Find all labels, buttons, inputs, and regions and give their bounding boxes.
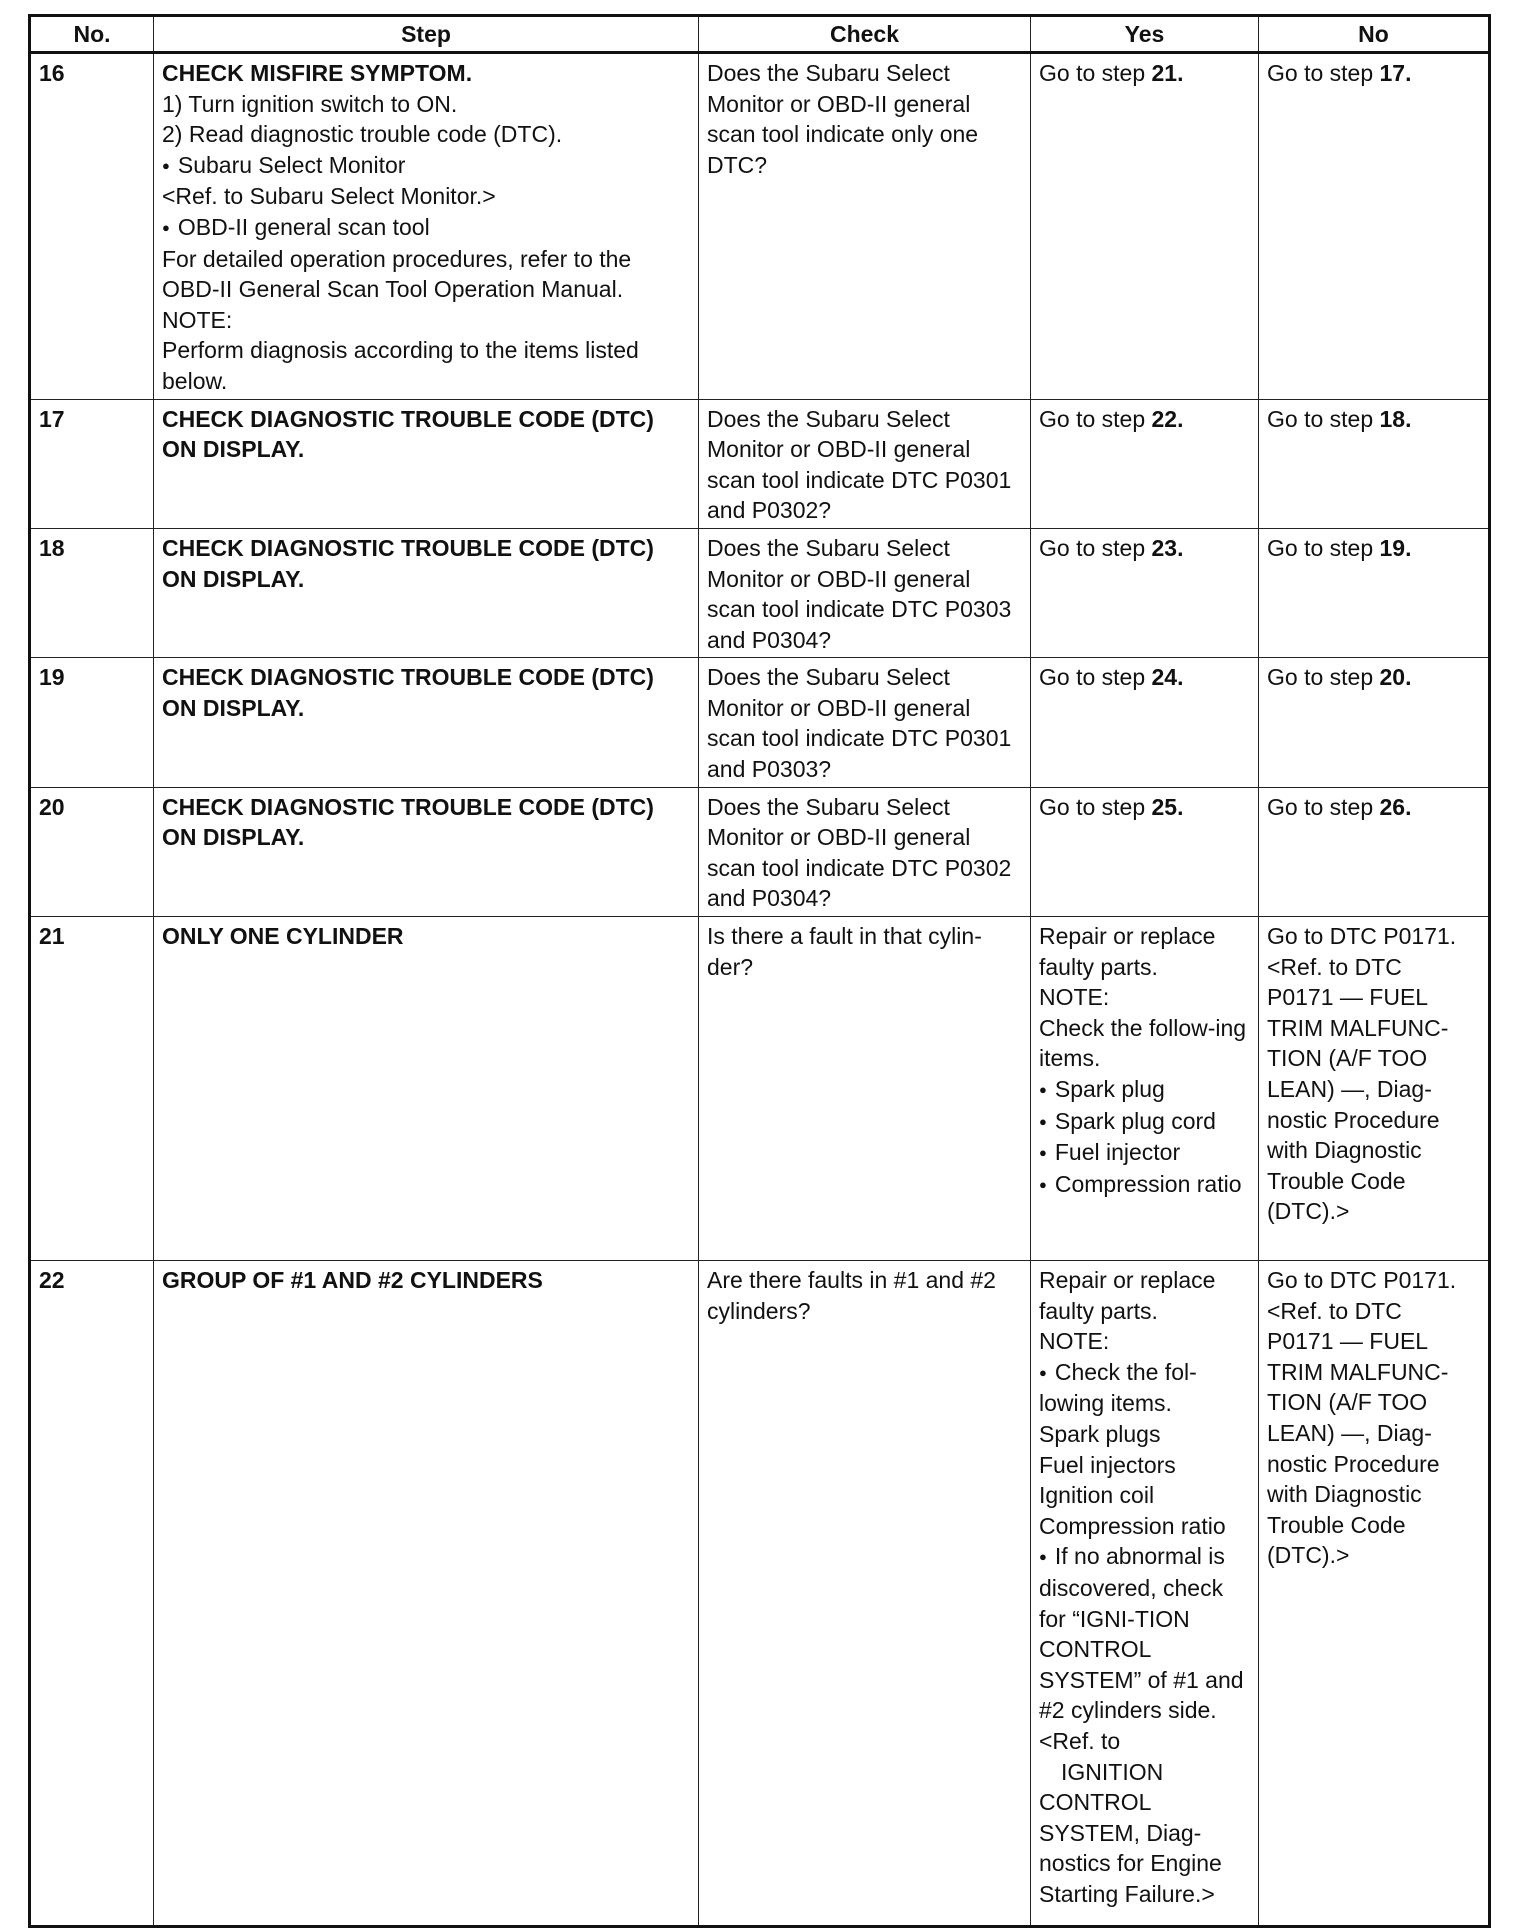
goto-step-number: 18.: [1379, 405, 1412, 432]
text-line: Perform diagnosis according to the items listed below.: [162, 337, 639, 394]
check-cell: Does the Subaru Select Monitor or OBD-II general scan tool indicate DTC P0301 and P0302?: [699, 399, 1031, 528]
yes-cell: [1031, 787, 1259, 916]
no-cell: [1259, 399, 1490, 528]
goto-text: [1267, 792, 1480, 823]
no-cell: [1259, 658, 1490, 787]
step-title: CHECK DIAGNOSTIC TROUBLE CODE (DTC) ON DISPLAY.: [162, 793, 654, 851]
table-row: [30, 53, 1490, 400]
step-number: 22: [30, 1261, 154, 1927]
text-line: NOTE:: [162, 306, 233, 333]
check-cell: Does the Subaru Select Monitor or OBD-II general scan tool indicate DTC P0302 and P0304?: [699, 787, 1031, 916]
goto-prefix: Go to step: [1039, 405, 1152, 432]
goto-step-number: 24.: [1151, 664, 1184, 691]
header-no: No.: [30, 16, 154, 53]
step-cell: [154, 1261, 699, 1927]
goto-prefix: Go to step: [1039, 793, 1152, 820]
table-row: [30, 1261, 1490, 1927]
goto-prefix: Go to step: [1039, 534, 1152, 561]
text-line: Repair or replace faulty parts.: [1039, 1267, 1216, 1324]
goto-prefix: Go to step: [1267, 534, 1380, 561]
table-row: [30, 658, 1490, 787]
text-line: Ignition coil: [1039, 1482, 1155, 1509]
no-cell: [1259, 1261, 1490, 1927]
step-title: CHECK DIAGNOSTIC TROUBLE CODE (DTC) ON DISPLAY.: [162, 534, 654, 592]
check-cell: Does the Subaru Select Monitor or OBD-II general scan tool indicate only one DTC?: [699, 53, 1031, 400]
no-cell: [1259, 787, 1490, 916]
goto-step-number: 19.: [1379, 534, 1412, 561]
text-line: Fuel injectors: [1039, 1451, 1176, 1478]
table-row: [30, 399, 1490, 528]
text-line: IGNITION: [1061, 1758, 1164, 1785]
text-line: ● If no abnormal is discovered, check for “IGNI-TION CONTROL SYSTEM” of #1 and #2 cylinders side. <Ref. to: [1039, 1541, 1250, 1756]
text-line: ● Fuel injector: [1039, 1137, 1250, 1169]
goto-step-number: 23.: [1151, 534, 1184, 561]
table-row: [30, 528, 1490, 657]
yes-cell: [1031, 658, 1259, 787]
goto-text: [1267, 404, 1480, 435]
text-line: Check the follow-ing items.: [1039, 1014, 1247, 1072]
goto-prefix: Go to step: [1267, 405, 1380, 432]
goto-prefix: Go to step: [1267, 60, 1380, 86]
goto-text: [1267, 58, 1480, 89]
goto-step-number: 17.: [1379, 60, 1412, 86]
step-number: 17: [30, 399, 154, 528]
header-yes: Yes: [1031, 16, 1259, 53]
no-cell: [1259, 528, 1490, 657]
table-header-row: [30, 16, 1490, 53]
header-step: Step: [154, 16, 699, 53]
step-number: 19: [30, 658, 154, 787]
table-body: [30, 53, 1490, 1927]
yes-cell: [1031, 917, 1259, 1261]
step-cell: [154, 399, 699, 528]
step-title: GROUP OF #1 AND #2 CYLINDERS: [162, 1267, 543, 1294]
yes-cell: [1031, 1261, 1259, 1927]
goto-text: [1039, 58, 1250, 89]
text-line: ● Spark plug: [1039, 1074, 1250, 1106]
goto-step-number: 26.: [1379, 793, 1412, 820]
check-cell: Does the Subaru Select Monitor or OBD-II general scan tool indicate DTC P0301 and P0303?: [699, 658, 1031, 787]
step-cell: [154, 53, 699, 400]
no-cell: [1259, 53, 1490, 400]
step-cell: [154, 658, 699, 787]
text-line: Go to DTC P0171. <Ref. to DTC: [1267, 1267, 1457, 1324]
text-line: 1) Turn ignition switch to ON.: [162, 90, 458, 117]
diagnostic-procedure-sheet: [28, 14, 1488, 1928]
goto-step-number: 21.: [1151, 60, 1184, 86]
step-title: CHECK DIAGNOSTIC TROUBLE CODE (DTC) ON DISPLAY.: [162, 664, 654, 721]
step-number: 20: [30, 787, 154, 916]
yes-cell: [1031, 53, 1259, 400]
table-row: [30, 787, 1490, 916]
text-line: ● Subaru Select Monitor: [162, 150, 690, 182]
text-line: ● Check the fol-lowing items.: [1039, 1357, 1250, 1419]
step-number: 21: [30, 917, 154, 1261]
text-line: Repair or replace faulty parts.: [1039, 923, 1216, 980]
text-line: ● Compression ratio: [1039, 1169, 1250, 1201]
text-line: Compression ratio: [1039, 1512, 1226, 1539]
header-no-result: No: [1259, 16, 1490, 53]
step-title: ONLY ONE CYLINDER: [162, 923, 404, 950]
text-line: ● OBD-II general scan tool: [162, 212, 690, 244]
step-cell: [154, 787, 699, 916]
goto-text: [1267, 533, 1480, 564]
table-row: [30, 917, 1490, 1261]
yes-cell: [1031, 399, 1259, 528]
text-line: P0171 — FUEL TRIM MALFUNC-TION (A/F TOO LEAN) —, Diag-nostic Procedure with Diagnostic Trouble Code (DTC).>: [1267, 984, 1449, 1225]
step-number: 16: [30, 53, 154, 400]
step-title: CHECK MISFIRE SYMPTOM.: [162, 60, 473, 86]
goto-text: [1267, 662, 1480, 693]
text-line: 2) Read diagnostic trouble code (DTC).: [162, 121, 563, 148]
goto-prefix: Go to step: [1039, 60, 1152, 86]
goto-text: [1039, 404, 1250, 435]
text-line: NOTE:: [1039, 984, 1110, 1011]
check-cell: Is there a fault in that cylin-der?: [699, 917, 1031, 1261]
goto-text: [1039, 662, 1250, 693]
text-line: ● Spark plug cord: [1039, 1106, 1250, 1138]
diagnostic-table: [28, 14, 1491, 1928]
step-cell: [154, 917, 699, 1261]
goto-prefix: Go to step: [1267, 793, 1380, 820]
text-line: Spark plugs: [1039, 1421, 1161, 1447]
yes-cell: [1031, 528, 1259, 657]
header-check: Check: [699, 16, 1031, 53]
text-line: Go to DTC P0171. <Ref. to DTC: [1267, 923, 1457, 980]
goto-text: [1039, 792, 1250, 823]
goto-step-number: 22.: [1151, 405, 1184, 432]
text-line: P0171 — FUEL TRIM MALFUNC-TION (A/F TOO LEAN) —, Diag-nostic Procedure with Diagnostic Trouble Code (DTC).>: [1267, 1328, 1449, 1569]
goto-step-number: 20.: [1379, 664, 1412, 691]
text-line: NOTE:: [1039, 1328, 1110, 1355]
step-number: 18: [30, 528, 154, 657]
goto-step-number: 25.: [1151, 793, 1184, 820]
goto-prefix: Go to step: [1039, 664, 1152, 691]
text-line: For detailed operation procedures, refer to the OBD-II General Scan Tool Operation Manual.: [162, 245, 632, 303]
text-line: CONTROL SYSTEM, Diag-nostics for Engine Starting Failure.>: [1039, 1789, 1222, 1907]
step-title: CHECK DIAGNOSTIC TROUBLE CODE (DTC) ON DISPLAY.: [162, 405, 654, 463]
check-cell: Does the Subaru Select Monitor or OBD-II general scan tool indicate DTC P0303 and P0304?: [699, 528, 1031, 657]
step-cell: [154, 528, 699, 657]
goto-text: [1039, 533, 1250, 564]
check-cell: Are there faults in #1 and #2 cylinders?: [699, 1261, 1031, 1927]
no-cell: [1259, 917, 1490, 1261]
text-line: <Ref. to Subaru Select Monitor.>: [162, 183, 496, 210]
goto-prefix: Go to step: [1267, 664, 1380, 691]
